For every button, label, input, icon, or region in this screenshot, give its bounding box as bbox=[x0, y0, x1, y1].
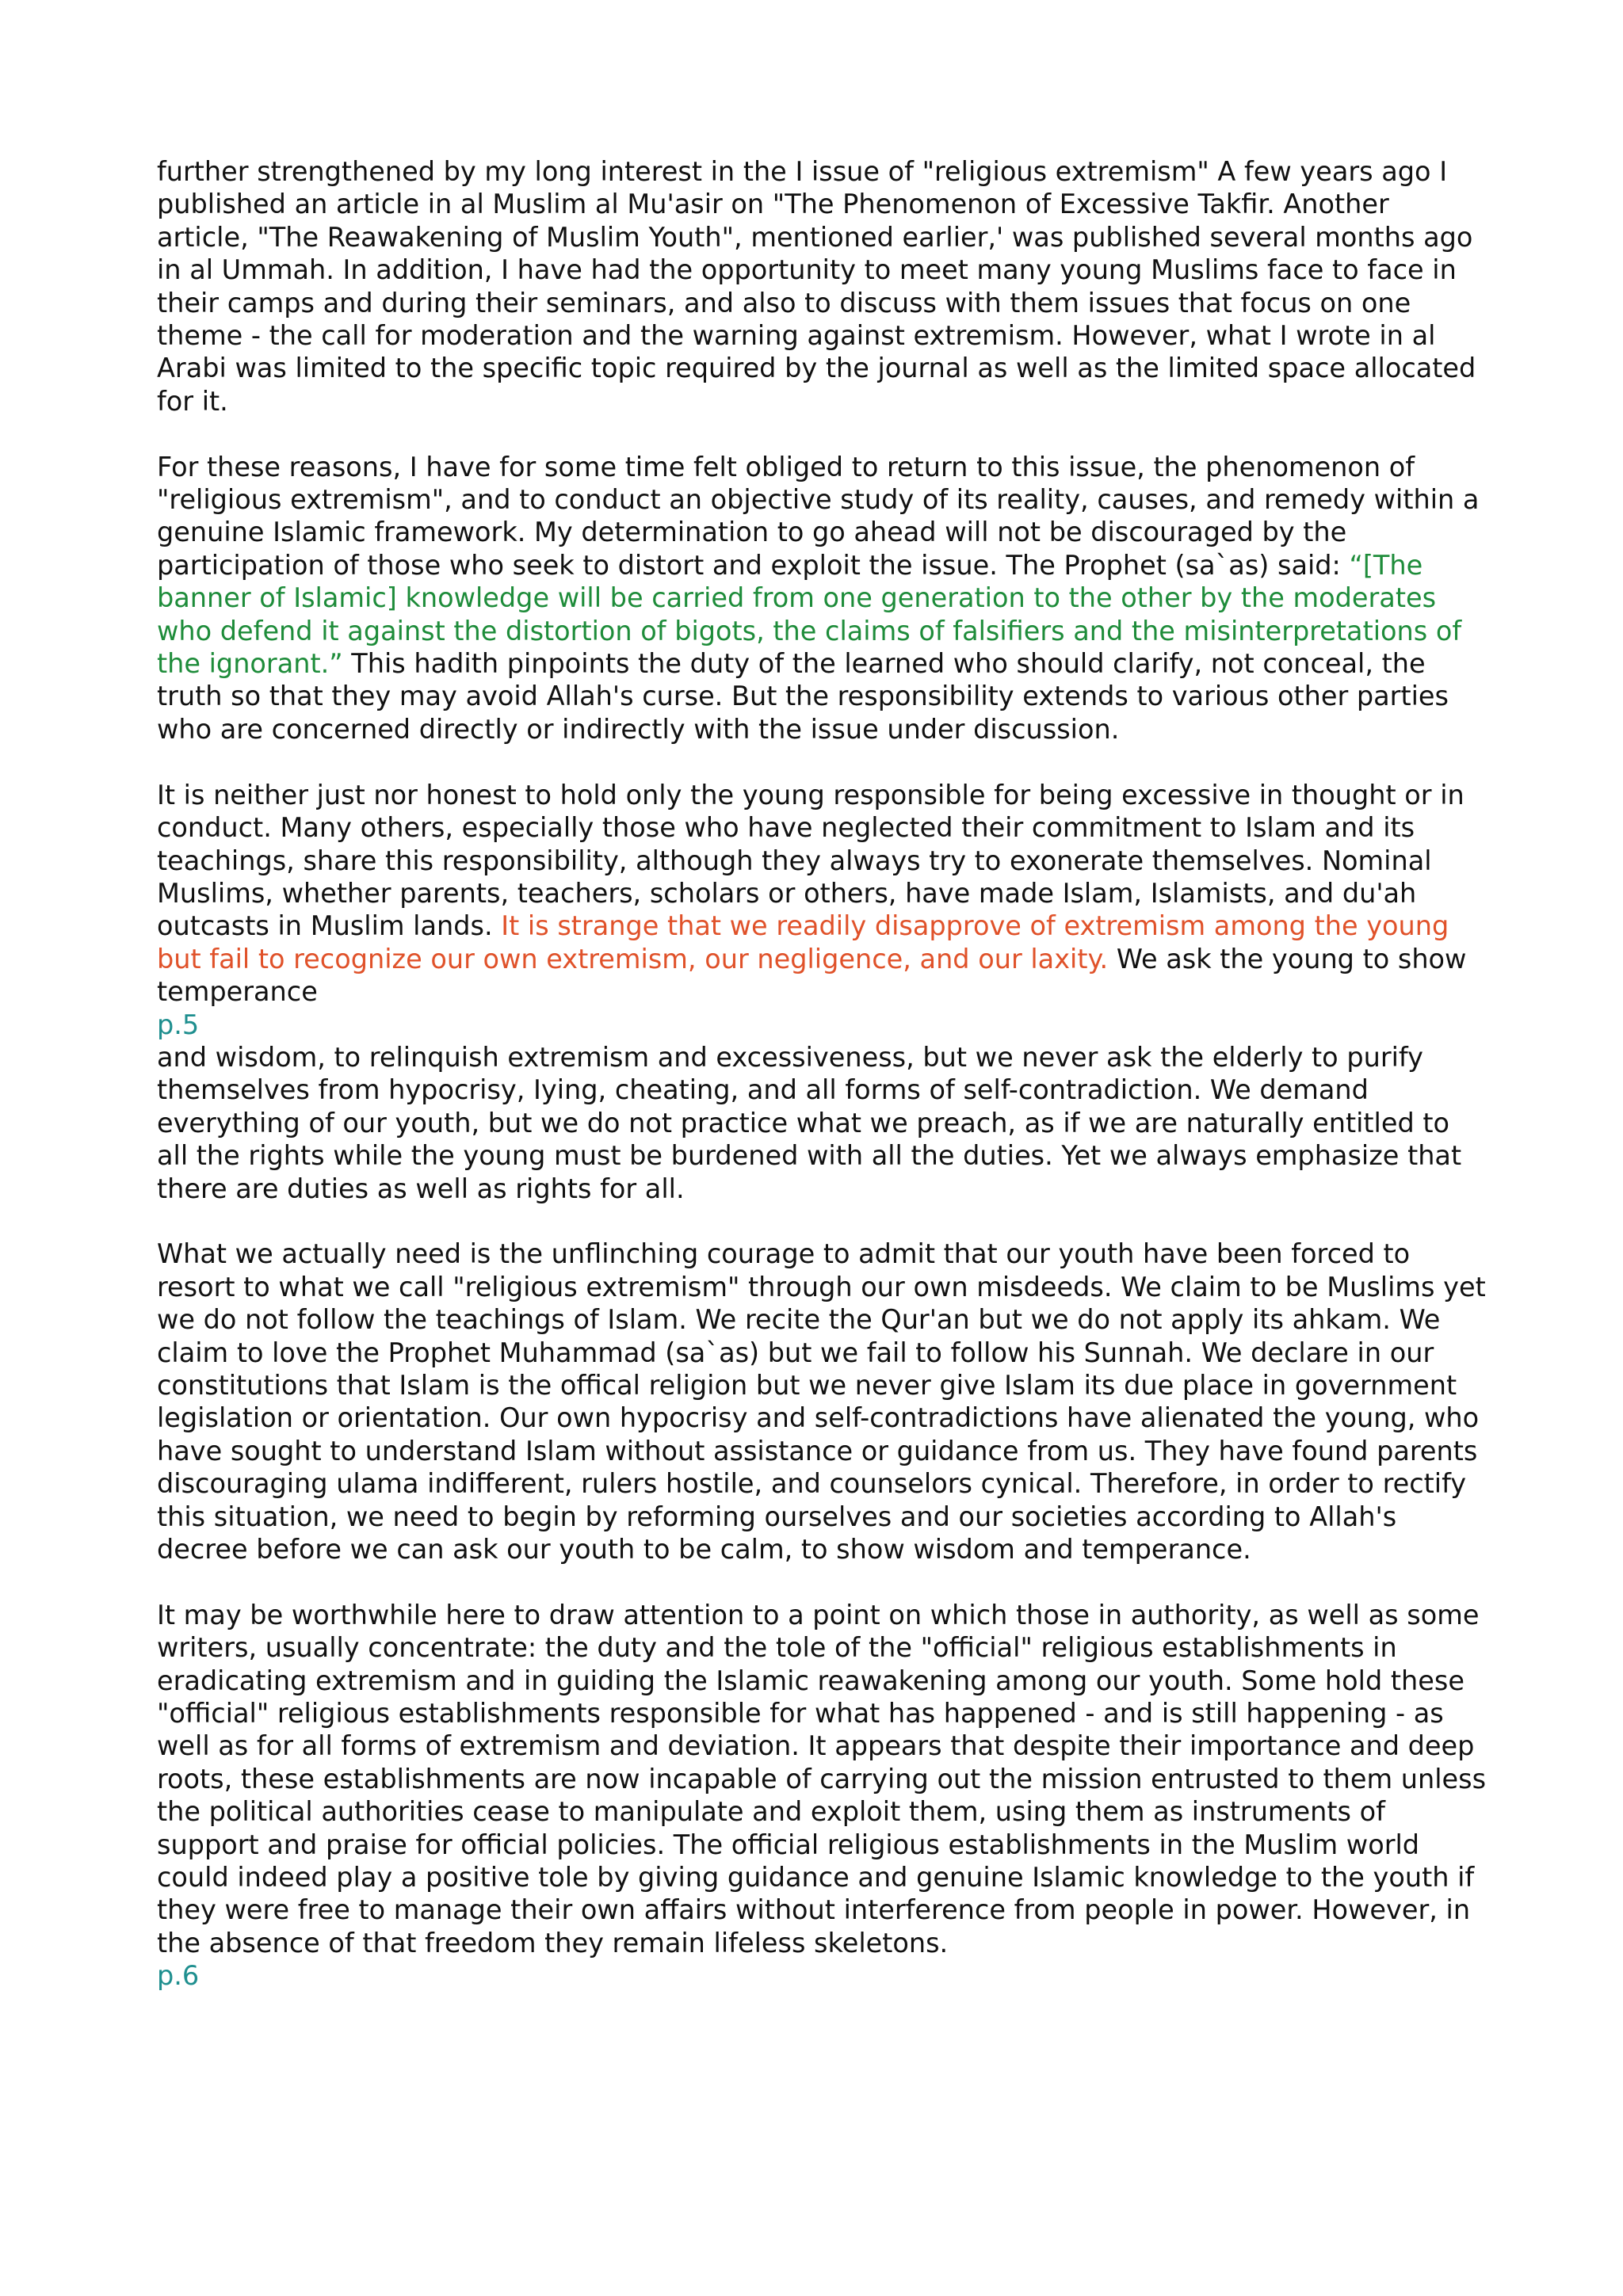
paragraph-3-intro: It is neither just nor honest to hold only the young responsible for being excessive in thought or in conduct. Many others, especially those who have neglected their commitment to Islam and its teachings, share this responsibility, although they always try to exonerate themselves. Nominal Muslims, whether parents, teachers, scholars or others, have made Islam, Islamists, and du'ah outcasts in Muslim lands. bbox=[157, 779, 1465, 942]
paragraph-6 bbox=[157, 1599, 1488, 1959]
paragraph-3-outro: We ask the young to show temperance bbox=[157, 943, 1467, 1008]
paragraph-4-text: and wisdom, to relinquish extremism and excessiveness, but we never ask the elderly to purify themselves from hypocrisy, Iying, cheating, and all forms of self-contradiction. We demand everything of our youth, but we do not practice what we preach, as if we are naturally entitled to all the rights while the young must be burdened with all the duties. Yet we always emphasize that there are duties as well as rights for all. bbox=[157, 1041, 1462, 1204]
paragraph-1-text: further strengthened by my long interest in the I issue of "religious extremism" A few years ago I published an article in al Muslim al Mu'asir on "The Phenomenon of Excessive Takfir. Another article, "The Reawakening of Muslim Youth", mentioned earlier,' was published several months ago in al Ummah. In addition, I have had the opportunity to meet many young Muslims face to face in their camps and during their seminars, and also to discuss with them issues that focus on one theme - the call for moderation and the warning against extremism. However, what I wrote in al Arabi was limited to the specific topic required by the journal as well as the limited space allocated for it. bbox=[157, 156, 1476, 417]
paragraph-2-intro: For these reasons, I have for some time felt obliged to return to this issue, the phenomenon of "religious extremism", and to conduct an objective study of its reality, causes, and remedy within a genuine Islamic framework. My determination to go ahead will not be discouraged by the participation of those who seek to distort and exploit the issue. The Prophet (sa`as) said: bbox=[157, 451, 1480, 581]
paragraph-2 bbox=[157, 451, 1488, 746]
highlighted-sentence: It is strange that we readily disapprove of extremism among the young but fail to recognize our own extremism, our negligence, and our laxity. bbox=[157, 910, 1449, 974]
paragraph-3 bbox=[157, 779, 1488, 1009]
paragraph-4 bbox=[157, 1041, 1488, 1205]
paragraph-5 bbox=[157, 1238, 1488, 1566]
paragraph-2-outro: This hadith pinpoints the duty of the learned who should clarify, not conceal, the truth so that they may avoid Allah's curse. But the responsibility extends to various other parties who are concerned directly or indirectly with the issue under discussion. bbox=[157, 648, 1449, 745]
hadith-quote: “[The banner of Islamic] knowledge will be carried from one generation to the other by the moderates who defend it against the distortion of bigots, the claims of falsifiers and the misinterpretations of the ignorant.” bbox=[157, 549, 1462, 680]
document-page bbox=[157, 155, 1488, 1993]
page-marker-5: p.5 bbox=[157, 1009, 200, 1040]
page-marker-6: p.6 bbox=[157, 1960, 200, 1992]
paragraph-1 bbox=[157, 155, 1488, 418]
paragraph-6-text: It may be worthwhile here to draw attention to a point on which those in authority, as well as some writers, usually concentrate: the duty and the tole of the "official" religious establishments in eradicating extremism and in guiding the Islamic reawakening among our youth. Some hold these "official" religious establishments responsible for what has happened - and is still happening - as well as for all forms of extremism and deviation. It appears that despite their importance and deep roots, these establishments are now incapable of carrying out the mission entrusted to them unless the political authorities cease to manipulate and exploit them, using them as instruments of support and praise for official policies. The official religious establishments in the Muslim world could indeed play a positive tole by giving guidance and genuine Islamic knowledge to the youth if they were free to manage their own affairs without interference from people in power. However, in the absence of that freedom they remain lifeless skeletons. bbox=[157, 1599, 1487, 1958]
paragraph-5-text: What we actually need is the unflinching courage to admit that our youth have been forced to resort to what we call "religious extremism" through our own misdeeds. We claim to be Muslims yet we do not follow the teachings of Islam. We recite the Qur'an but we do not apply its ahkam. We claim to love the Prophet Muhammad (sa`as) but we fail to follow his Sunnah. We declare in our constitutions that Islam is the offical religion but we never give Islam its due place in government legislation or orientation. Our own hypocrisy and self-contradictions have alienated the young, who have sought to understand Islam without assistance or guidance from us. They have found parents discouraging ulama indifferent, rulers hostile, and counselors cynical. Therefore, in order to rectify this situation, we need to begin by reforming ourselves and our societies according to Allah's decree before we can ask our youth to be calm, to show wisdom and temperance. bbox=[157, 1238, 1486, 1566]
